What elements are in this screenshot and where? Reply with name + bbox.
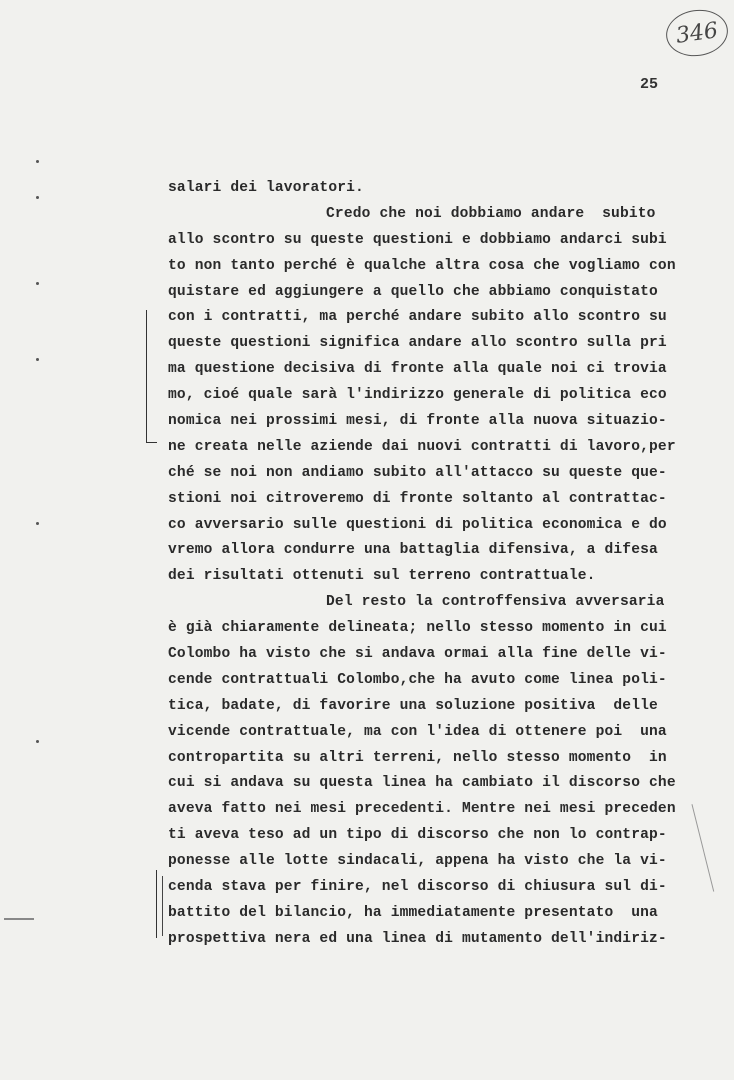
edge-dot	[36, 358, 39, 361]
text-line: Credo che noi dobbiamo andare subito	[326, 205, 656, 222]
text-line: queste questioni significa andare allo scontro sulla pri	[168, 335, 667, 352]
text-line: nomica nei prossimi mesi, di fronte alla nuova situazio-	[168, 413, 667, 430]
text-line: vicende contrattuale, ma con l'idea di ottenere poi una	[168, 723, 667, 740]
text-line: Colombo ha visto che si andava ormai alla fine delle vi-	[168, 646, 667, 663]
text-line: mo, cioé quale sarà l'indirizzo generale di politica eco	[168, 387, 667, 404]
text-line: vremo allora condurre una battaglia difensiva, a difesa	[168, 542, 658, 559]
text-line: salari dei lavoratori.	[168, 180, 364, 196]
edge-scratch-mark	[691, 798, 734, 891]
edge-dot	[36, 196, 39, 199]
text-line: ma questione decisiva di fronte alla quale noi ci trovia	[168, 361, 667, 378]
text-line: contropartita su altri terreni, nello stesso momento in	[168, 749, 667, 766]
text-line: ne creata nelle aziende dai nuovi contratti di lavoro,per	[168, 438, 676, 455]
margin-double-line-mark-inner	[162, 876, 169, 936]
text-line: stioni noi citroveremo di fronte soltanto al contrattac-	[168, 490, 667, 507]
edge-dot	[36, 160, 39, 163]
text-line: ponesse alle lotte sindacali, appena ha visto che la vi-	[168, 853, 667, 870]
text-line: è già chiaramente delineata; nello stesso momento in cui	[168, 620, 667, 637]
text-line: quistare ed aggiungere a quello che abbiamo conquistato	[168, 283, 658, 300]
edge-dot	[36, 522, 39, 525]
text-line: con i contratti, ma perché andare subito allo scontro su	[168, 309, 667, 326]
text-line: cui si andava su questa linea ha cambiato il discorso che	[168, 775, 676, 792]
edge-dot	[36, 740, 39, 743]
text-line: battito del bilancio, ha immediatamente presentato una	[168, 904, 658, 921]
edge-dot	[36, 282, 39, 285]
text-line: prospettiva nera ed una linea di mutamento dell'indiriz-	[168, 930, 667, 947]
page-number: 25	[640, 76, 659, 93]
text-line: cende contrattuali Colombo,che ha avuto come linea poli-	[168, 671, 667, 688]
edge-dash-mark	[4, 918, 34, 920]
text-line: tica, badate, di favorire una soluzione positiva delle	[168, 697, 658, 714]
text-line: Del resto la controffensiva avversaria	[326, 594, 665, 611]
margin-bracket-mark	[146, 310, 157, 443]
text-line: ché se noi non andiamo subito all'attacco su queste que-	[168, 464, 667, 481]
text-line: allo scontro su queste questioni e dobbiamo andarci subi	[168, 231, 667, 248]
text-line: aveva fatto nei mesi precedenti. Mentre nei mesi preceden	[168, 801, 676, 818]
text-line: co avversario sulle questioni di politica economica e do	[168, 516, 667, 533]
archive-stamp-number: 346	[674, 17, 720, 49]
body-text	[168, 176, 688, 953]
text-line: dei risultati ottenuti sul terreno contrattuale.	[168, 568, 596, 585]
text-line: to non tanto perché è qualche altra cosa che vogliamo con	[168, 257, 676, 274]
archive-stamp	[663, 6, 731, 60]
text-line: ti aveva teso ad un tipo di discorso che non lo contrap-	[168, 827, 667, 844]
text-line: cenda stava per finire, nel discorso di chiusura sul di-	[168, 879, 667, 896]
